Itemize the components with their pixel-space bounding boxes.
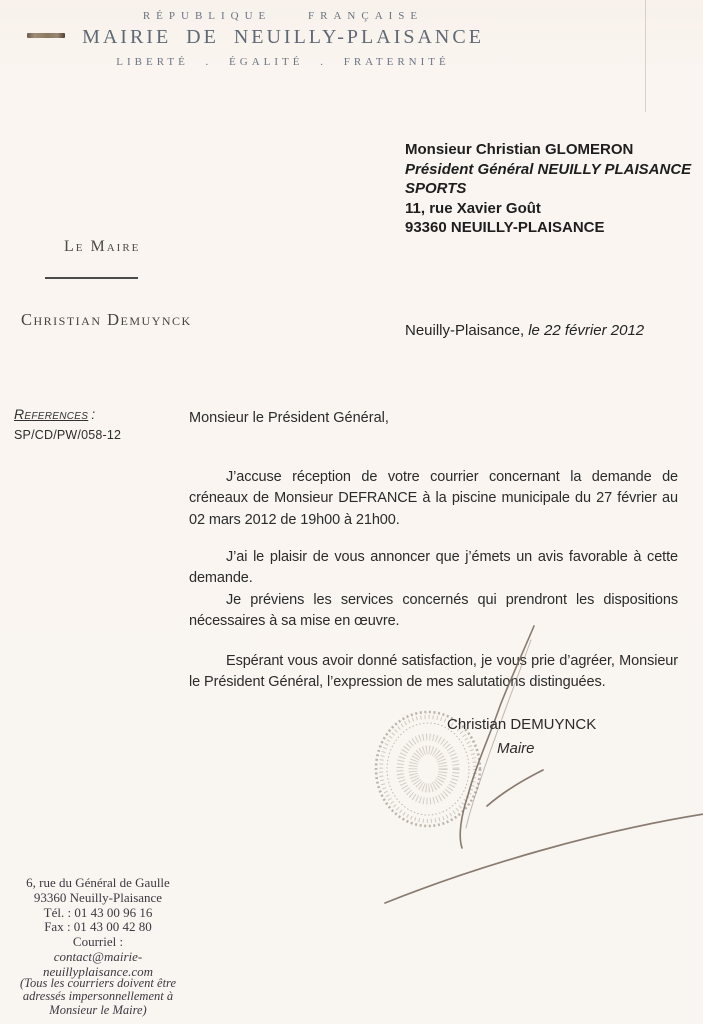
recipient-street: 11, rue Xavier Goût: [405, 199, 541, 217]
recipient-city: 93360 NEUILLY-PLAISANCE: [405, 219, 605, 236]
recipient-role: Président Général NEUILLY PLAISANCE SPORTS: [405, 160, 692, 197]
footer-phone: Tél. : 01 43 00 96 16: [43, 904, 153, 920]
sender-role-title: Le Maire: [64, 238, 141, 255]
references-colon: :: [91, 406, 96, 422]
dateline-place: Neuilly-Plaisance,: [405, 322, 525, 339]
sender-name: Christian Demuynck: [21, 310, 192, 329]
sender-divider-line: [45, 277, 138, 279]
recipient-name: Monsieur Christian GLOMERON: [405, 141, 634, 158]
letterhead-title: MAIRIE DE NEUILLY-PLAISANCE: [82, 26, 484, 48]
footer-note-line: (Tous les courriers doivent être: [19, 976, 176, 990]
footer-note-line: Monsieur le Maire): [49, 1002, 147, 1017]
references-label: References: [14, 406, 89, 422]
letter-salutation: Monsieur le Président Général,: [189, 410, 389, 426]
letterhead-motto: LIBERTÉ . ÉGALITÉ . FRATERNITÉ: [116, 56, 450, 68]
footer-city: 93360 Neuilly-Plaisance: [33, 889, 163, 905]
references-block: [14, 406, 121, 442]
references-value: SP/CD/PW/058-12: [14, 428, 122, 442]
signatory-name: Christian DEMUYNCK: [447, 716, 597, 733]
letter-paragraph: Espérant vous avoir donné satisfaction, je vous prie d’agréer, Monsieur le Président Général, l’expression de mes salutations distinguées.: [189, 652, 678, 690]
scan-edge-artifact: [645, 0, 646, 112]
recipient-address-block: [405, 140, 703, 238]
letterhead-republic: RÉPUBLIQUE FRANÇAISE: [142, 10, 424, 22]
footer-note-block: [0, 977, 196, 1017]
letter-paragraph: J’accuse réception de votre courrier concernant la demande de créneaux de Monsieur DEFRANCE à la piscine municipale du 27 février au 02 mars 2012 de 19h00 à 21h00.: [189, 468, 678, 528]
dateline: [405, 322, 644, 339]
footer-note-line: adressés impersonnellement à: [22, 989, 174, 1004]
footer-fax: Fax : 01 43 00 42 80: [44, 919, 152, 935]
footer-address-block: [0, 876, 196, 980]
letter-paragraph: J’ai le plaisir de vous annoncer que j’émets un avis favorable à cette demande.: [189, 548, 678, 586]
footer-email: contact@mairie-neuillyplaisance.com: [42, 948, 154, 979]
dateline-date: le 22 février 2012: [528, 322, 645, 339]
footer-email-label: Courriel :: [72, 934, 124, 950]
signatory-title: Maire: [497, 740, 535, 757]
footer-street: 6, rue du Général de Gaulle: [26, 875, 170, 890]
letter-paragraph: Je préviens les services concernés qui prendront les dispositions nécessaires à sa mise en œuvre.: [189, 591, 678, 629]
